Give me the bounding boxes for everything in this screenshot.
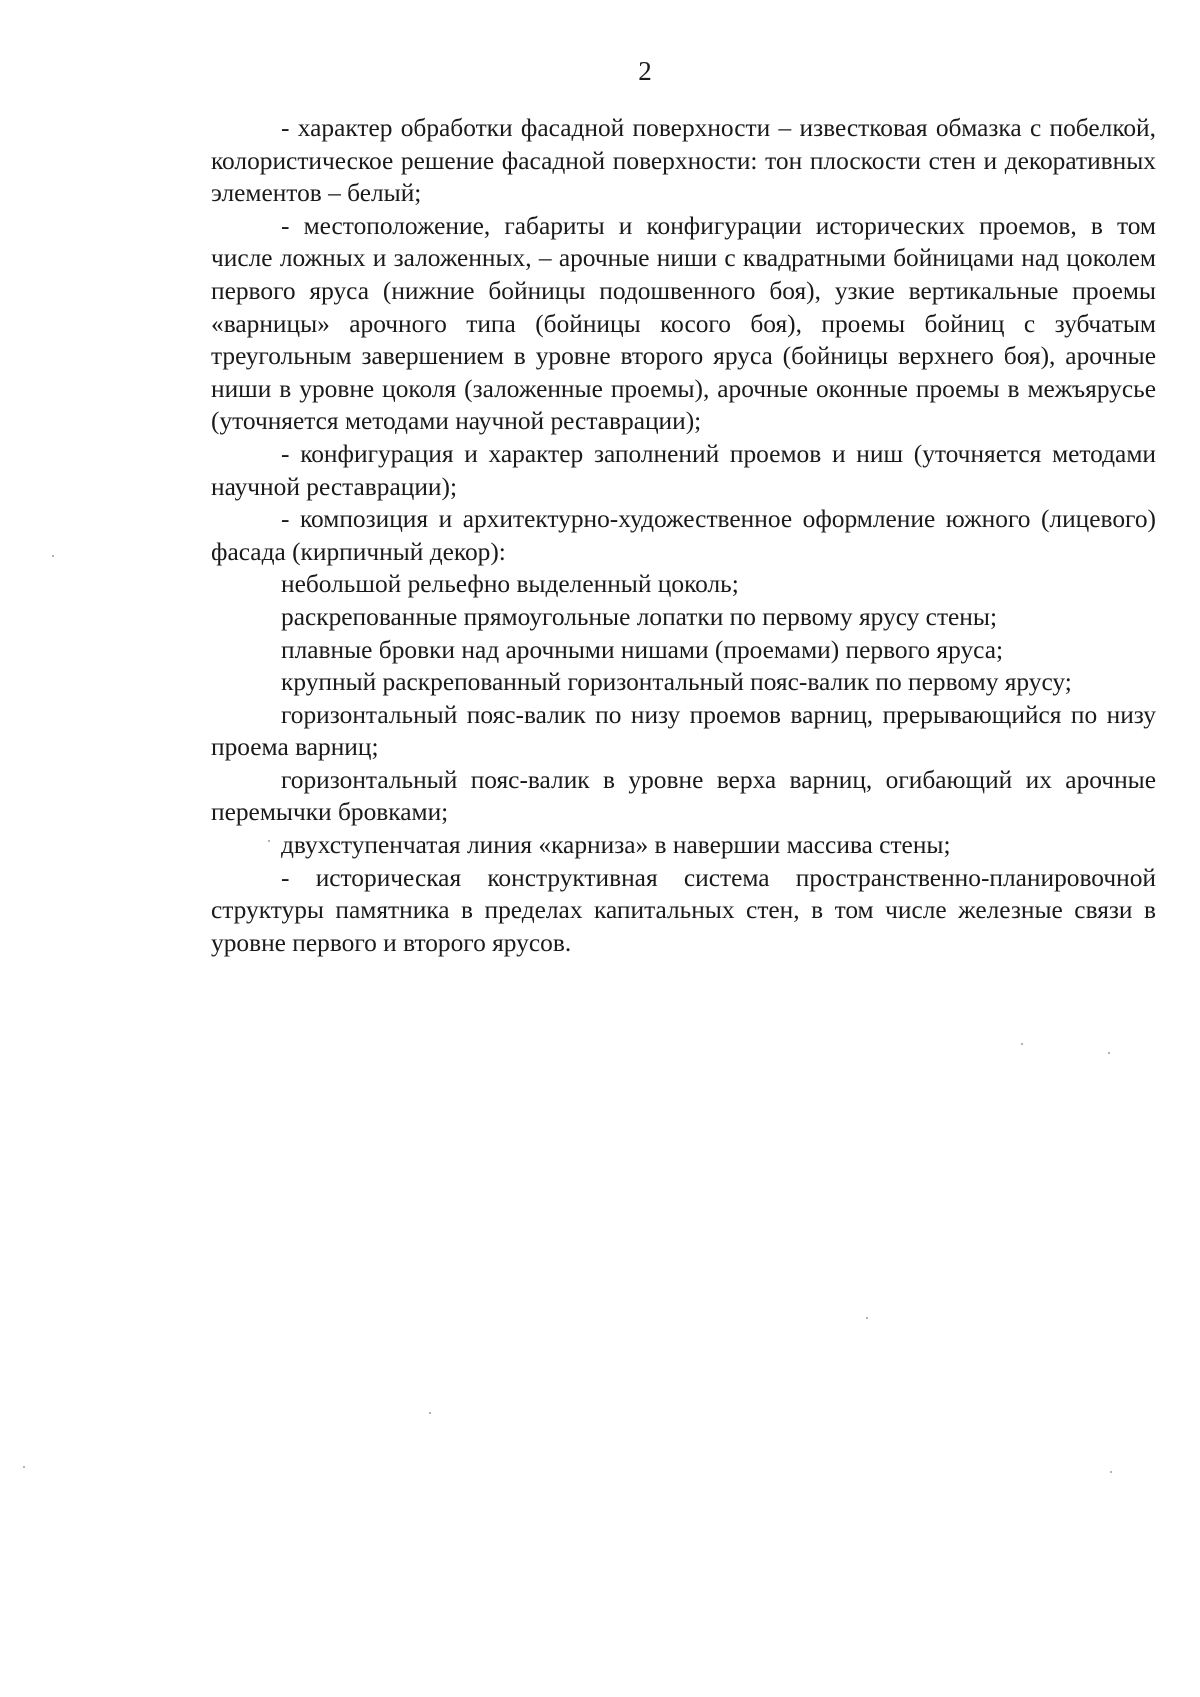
list-item-pilasters: раскрепованные прямоугольные лопатки по первому ярусу стены; xyxy=(281,602,998,631)
paragraph-south-facade: - композиция и архитектурно-художественное оформление южного (лицевого) фасада (кирпичный декор): xyxy=(211,505,1156,566)
scan-speck xyxy=(866,1317,868,1319)
document-body xyxy=(211,112,1156,959)
scan-speck xyxy=(429,1412,431,1414)
scan-speck xyxy=(268,840,270,842)
scan-speck xyxy=(1110,1471,1112,1473)
page-number: 2 xyxy=(638,56,652,86)
scan-speck xyxy=(1108,1052,1110,1054)
list-item-upper-belt: горизонтальный пояс-валик в уровне верха варниц, огибающий их арочные перемычки бровками; xyxy=(211,765,1156,827)
scan-speck xyxy=(23,1466,25,1468)
paragraph-openings-fill: - конфигурация и характер заполнений проемов и ниш (уточняется методами научной реставрации); xyxy=(211,439,1156,501)
list-item-cornice: двухступенчатая линия «карниза» в навершии массива стены; xyxy=(281,831,951,860)
paragraph-structural-system: - историческая конструктивная система пространственно-планировочной структуры памятника в пределах капитальных стен, в том числе железные связи в уровне первого и второго ярусов. xyxy=(211,863,1156,957)
list-item-large-belt: крупный раскрепованный горизонтальный пояс-валик по первому ярусу; xyxy=(281,668,1072,697)
paragraph-historic-openings: - местоположение, габариты и конфигурации исторических проемов, в том числе ложных и заложенных, – арочные ниши с квадратными бойницами над цоколем первого яруса (нижние бойницы подошвенного боя), узкие вертикальные проемы «варницы» арочного типа (бойницы косого боя), проемы бойниц с зубчатым треугольным завершением в уровне второго яруса (бойницы верхнего боя), арочные ниши в уровне цоколя (заложенные проемы), арочные оконные проемы в межъярусье (уточняется методами научной реставрации); xyxy=(211,211,1156,436)
scan-speck xyxy=(1021,1043,1023,1045)
list-item-plinth: небольшой рельефно выделенный цоколь; xyxy=(281,570,739,599)
list-item-lower-belt: горизонтальный пояс-валик по низу проемов варниц, прерывающийся по низу проема варниц; xyxy=(211,700,1156,762)
scan-speck xyxy=(52,555,54,557)
list-item-arch-brows: плавные бровки над арочными нишами (проемами) первого яруса; xyxy=(281,635,1004,664)
paragraph-facade-treatment: - характер обработки фасадной поверхности – известковая обмазка с побелкой, колористическое решение фасадной поверхности: тон плоскости стен и декоративных элементов – белый; xyxy=(211,114,1156,208)
